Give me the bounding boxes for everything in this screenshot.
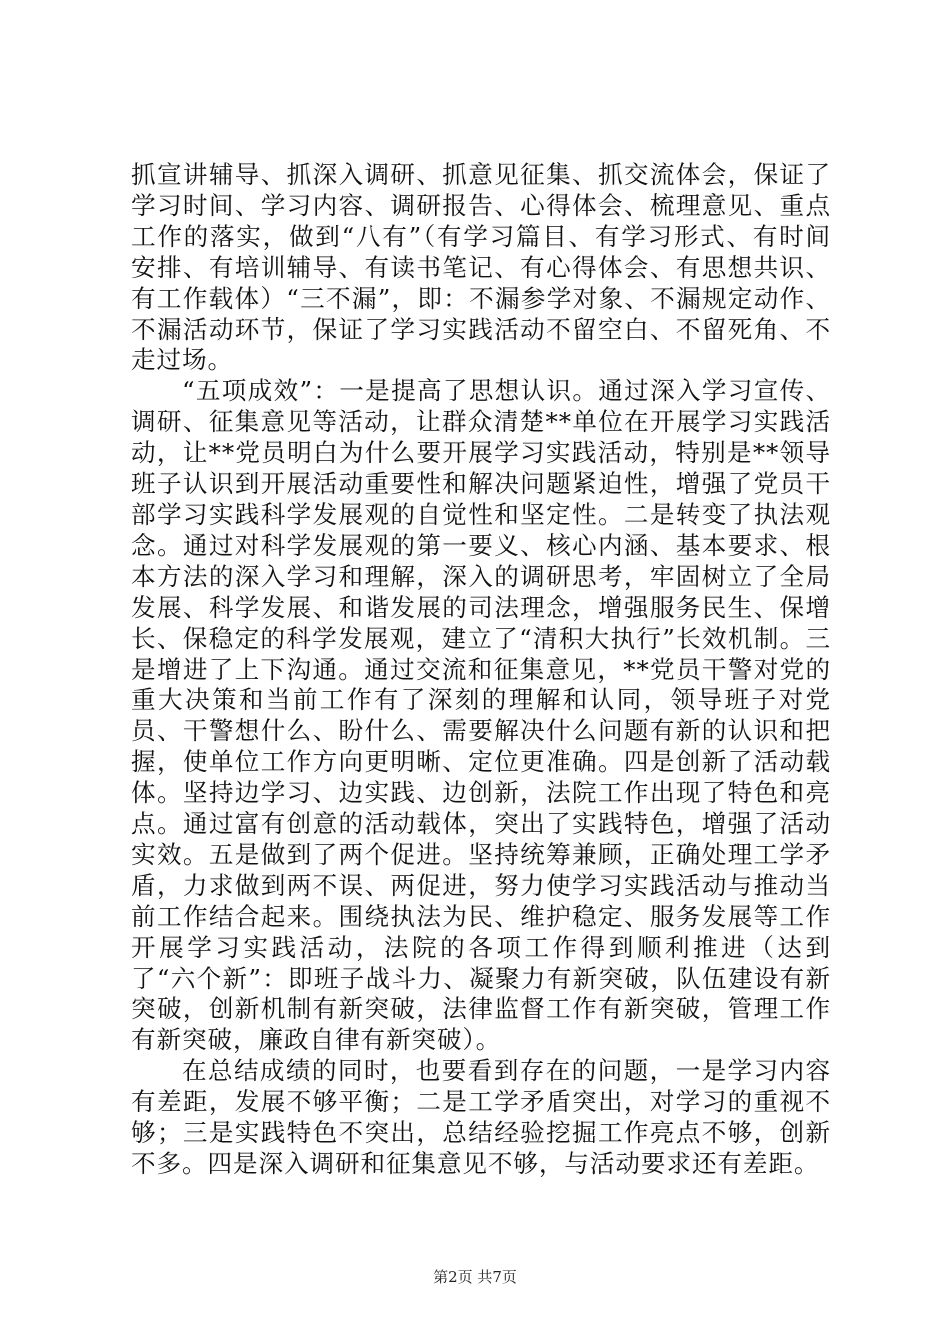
page-number-footer: 第2页 共7页	[433, 1268, 517, 1286]
paragraph-continuation: 抓宣讲辅导、抓深入调研、抓意见征集、抓交流体会，保证了学习时间、学习内容、调研报告、心得体会、梳理意见、重点工作的落实，做到“八有”（有学习篇目、有学习形式、有时间安排、有培训辅导、有读书笔记、有心得体会、有思想共识、有工作载体）“三不漏”，即：不漏参学对象、不漏规定动作、不漏活动环节，保证了学习实践活动不留空白、不留死角、不走过场。	[131, 160, 831, 375]
document-body	[131, 160, 831, 1180]
paragraph-five-achievements: “五项成效”：一是提高了思想认识。通过深入学习宣传、调研、征集意见等活动，让群众清楚**单位在开展学习实践活动，让**党员明白为什么要开展学习实践活动，特别是**领导班子认识到开展活动重要性和解决问题紧迫性，增强了党员干部学习实践科学发展观的自觉性和坚定性。二是转变了执法观念。通过对科学发展观的第一要义、核心内涵、基本要求、根本方法的深入学习和理解，深入的调研思考，牢固树立了全局发展、科学发展、和谐发展的司法理念，增强服务民生、保增长、保稳定的科学发展观，建立了“清积大执行”长效机制。三是增进了上下沟通。通过交流和征集意见，**党员干警对党的重大决策和当前工作有了深刻的理解和认同，领导班子对党员、干警想什么、盼什么、需要解决什么问题有新的认识和把握，使单位工作方向更明晰、定位更准确。四是创新了活动载体。坚持边学习、边实践、边创新，法院工作出现了特色和亮点。通过富有创意的活动载体，突出了实践特色，增强了活动实效。五是做到了两个促进。坚持统筹兼顾，正确处理工学矛盾，力求做到两不误、两促进，努力使学习实践活动与推动当前工作结合起来。围绕执法为民、维护稳定、服务发展等工作开展学习实践活动，法院的各项工作得到顺利推进（达到了“六个新”：即班子战斗力、凝聚力有新突破，队伍建设有新突破，创新机制有新突破，法律监督工作有新突破，管理工作有新突破，廉政自律有新突破）。	[131, 376, 831, 1055]
paragraph-existing-problems: 在总结成绩的同时，也要看到存在的问题，一是学习内容有差距，发展不够平衡；二是工学矛盾突出，对学习的重视不够；三是实践特色不突出，总结经验挖掘工作亮点不够，创新不多。四是深入调研和征集意见不够，与活动要求还有差距。	[131, 1056, 831, 1178]
